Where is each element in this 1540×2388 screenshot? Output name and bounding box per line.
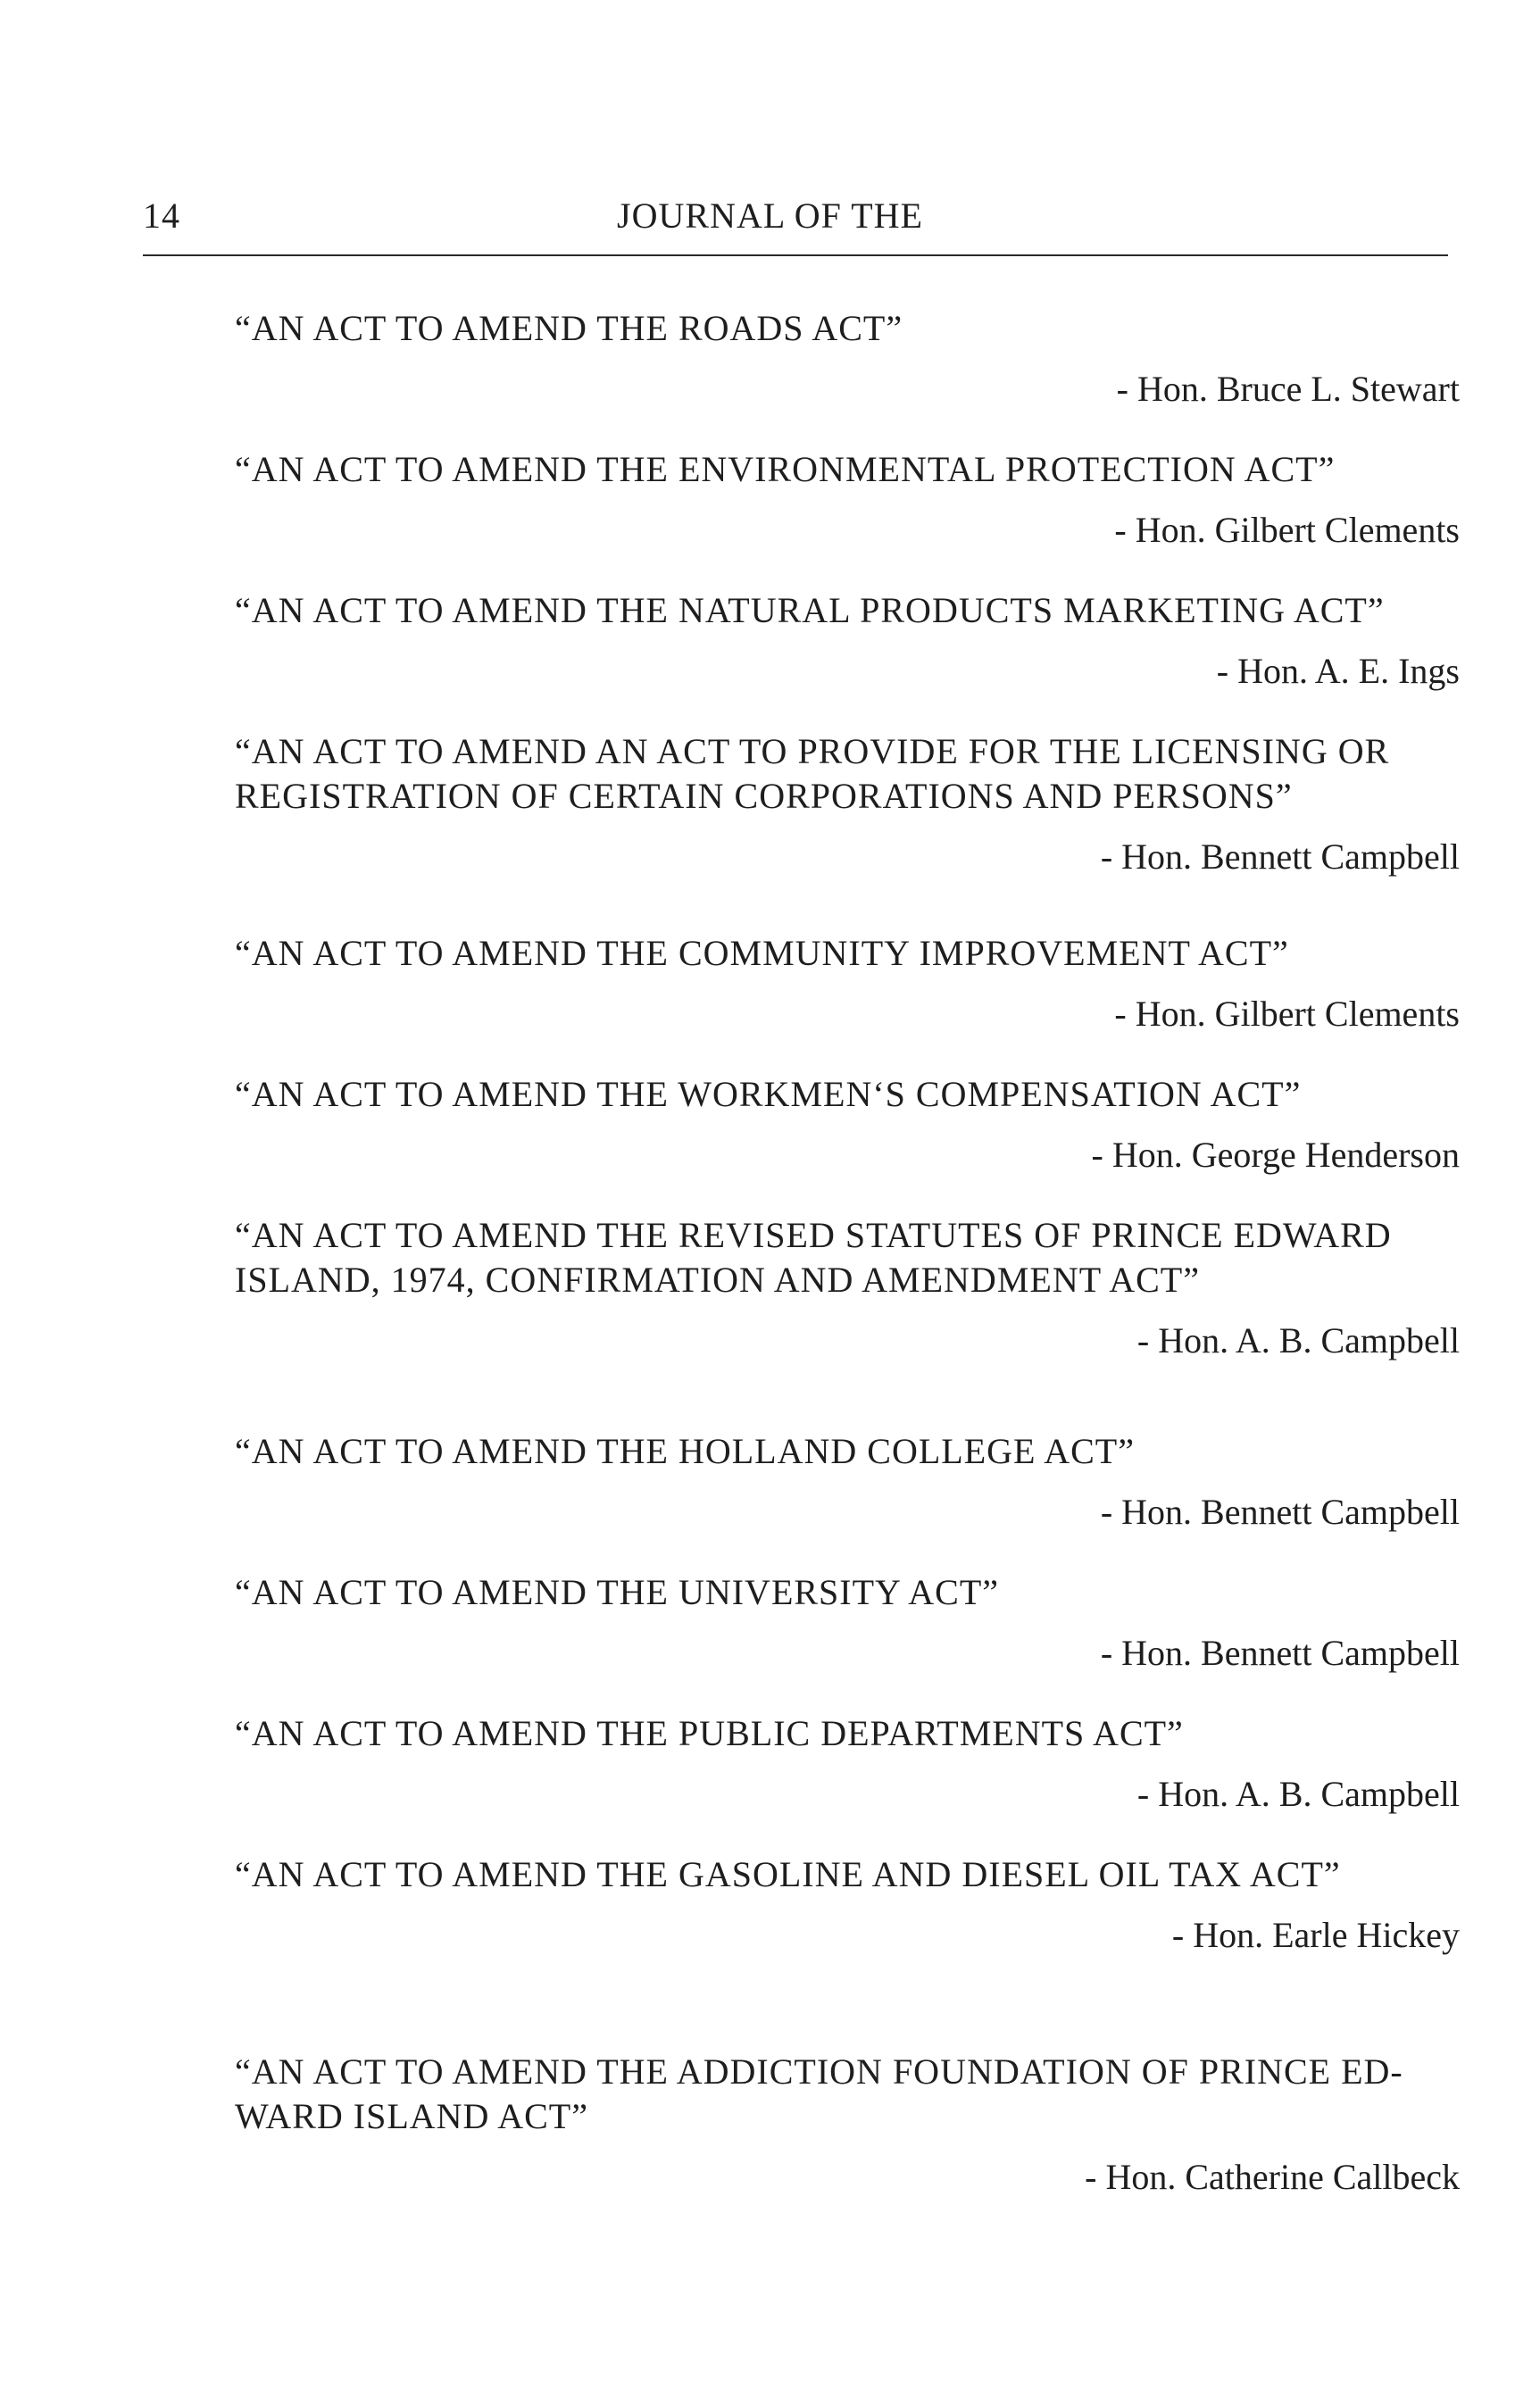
running-head: JOURNAL OF THE [617,196,923,236]
act-title: “AN ACT TO AMEND THE GASOLINE AND DIESEL OIL TAX ACT” [235,1854,1341,1894]
act-entry [235,1072,1460,1177]
act-title: “AN ACT TO AMEND THE NATURAL PRODUCTS MARKETING ACT” [235,590,1385,630]
act-entry [235,1429,1460,1535]
act-sponsor: - Hon. Bruce L. Stewart [1116,369,1460,409]
act-sponsor: - Hon. Gilbert Clements [1114,510,1460,550]
act-title: “AN ACT TO AMEND AN ACT TO PROVIDE FOR THE LICENSING OR REGISTRATION OF CERTAIN CORPORATIONS AND PERSONS” [235,731,1390,816]
act-sponsor: - Hon. Bennett Campbell [1100,1633,1460,1673]
act-entry [235,447,1460,553]
page-number: 14 [143,196,180,236]
act-title: “AN ACT TO AMEND THE REVISED STATUTES OF PRINCE EDWARD ISLAND, 1974, CONFIRMATION AND AMENDMENT ACT” [235,1215,1392,1300]
act-title: “AN ACT TO AMEND THE WORKMEN‘S COMPENSATION ACT” [235,1074,1302,1114]
act-entry [235,1213,1460,1363]
act-entry [235,2050,1460,2200]
act-entry [235,1570,1460,1676]
act-sponsor: - Hon. Bennett Campbell [1100,836,1460,877]
act-entry [235,729,1460,879]
act-entry [235,1711,1460,1817]
act-entry [235,588,1460,694]
act-title: “AN ACT TO AMEND THE ADDICTION FOUNDATION OF PRINCE ED- WARD ISLAND ACT” [235,2051,1403,2136]
act-sponsor: - Hon. Catherine Callbeck [1085,2157,1460,2197]
act-sponsor: - Hon. Earle Hickey [1171,1915,1460,1955]
act-title: “AN ACT TO AMEND THE COMMUNITY IMPROVEMENT ACT” [235,933,1289,973]
act-title: “AN ACT TO AMEND THE ENVIRONMENTAL PROTECTION ACT” [235,449,1336,489]
act-sponsor: - Hon. A. B. Campbell [1136,1774,1460,1814]
act-title: “AN ACT TO AMEND THE PUBLIC DEPARTMENTS ACT” [235,1713,1184,1753]
act-sponsor: - Hon. A. E. Ings [1216,651,1460,691]
act-sponsor: - Hon. Gilbert Clements [1114,994,1460,1034]
act-title: “AN ACT TO AMEND THE UNIVERSITY ACT” [235,1572,999,1612]
act-entry [235,931,1460,1036]
header-rule [143,254,1448,256]
act-sponsor: - Hon. Bennett Campbell [1100,1492,1460,1532]
act-sponsor: - Hon. George Henderson [1091,1135,1460,1175]
act-title: “AN ACT TO AMEND THE ROADS ACT” [235,308,903,348]
act-entry [235,1852,1460,1958]
act-entry [235,306,1460,412]
act-title: “AN ACT TO AMEND THE HOLLAND COLLEGE ACT” [235,1431,1135,1471]
act-sponsor: - Hon. A. B. Campbell [1136,1320,1460,1360]
